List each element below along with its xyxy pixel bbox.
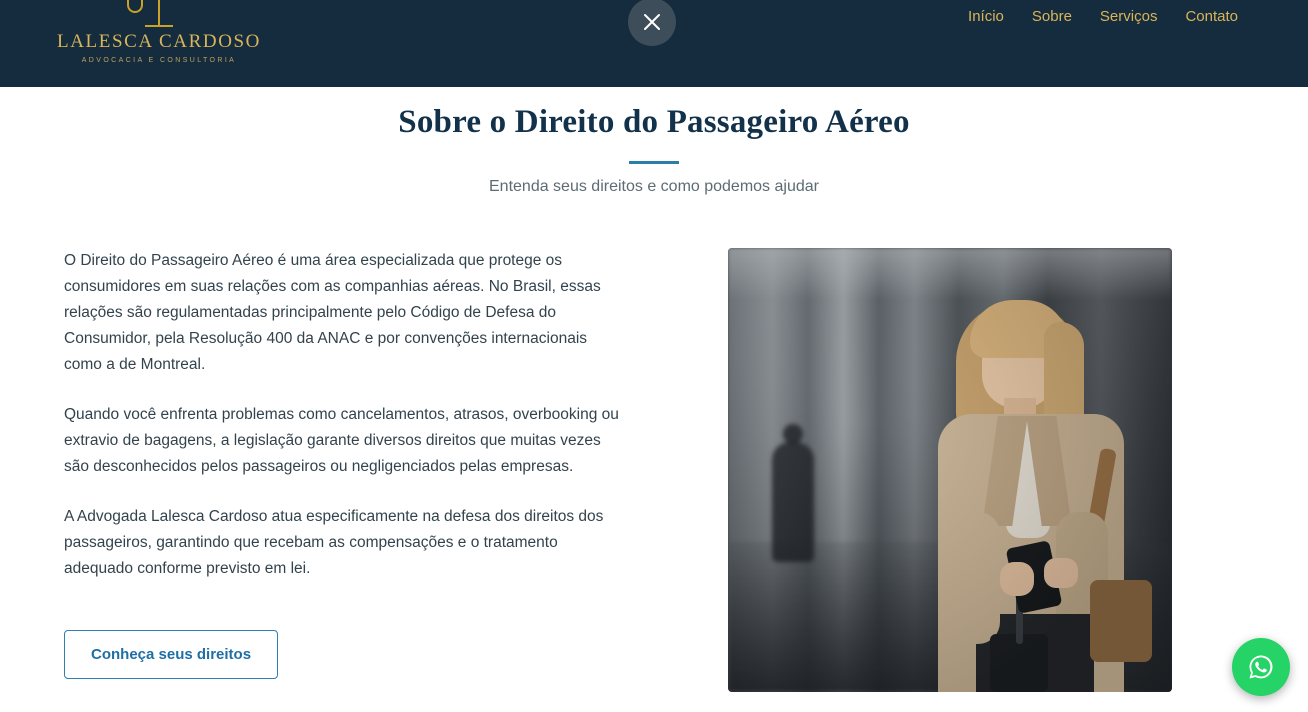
close-button[interactable] [628, 0, 676, 46]
paragraph-3: A Advogada Lalesca Cardoso atua especificamente na defesa dos direitos dos passageiros, garantindo que recebam as compensações e o tratamento adequado conforme previsto em lei. [64, 508, 604, 577]
text-column [64, 248, 620, 692]
page-subtitle: Entenda seus direitos e como podemos ajudar [489, 178, 819, 195]
paragraph-1: O Direito do Passageiro Aéreo é uma área especializada que protege os consumidores em suas relações com as companhias aéreas. No Brasil, essas relações são regulamentadas principalmente pelo Código de Defesa do Consumidor, pela Resolução 400 da ANAC e por convenções internacionais como a de Montreal. [64, 252, 601, 373]
whatsapp-float-button[interactable] [1232, 638, 1290, 696]
logo-tagline: ADVOCACIA E CONSULTORIA [81, 57, 237, 64]
logo-name: LALESCA CARDOSO [57, 31, 261, 52]
know-your-rights-button[interactable]: Conheça seus direitos [64, 630, 278, 679]
title-underline [629, 161, 679, 164]
image-overlay [728, 248, 1172, 692]
content-columns [0, 196, 1308, 692]
site-logo[interactable] [57, 0, 261, 70]
nav-item-servicos[interactable]: Serviços [1099, 8, 1158, 25]
site-header [0, 0, 1308, 87]
nav-item-contato[interactable]: Contato [1185, 8, 1238, 25]
whatsapp-icon [1245, 651, 1277, 683]
airport-passenger-image [728, 248, 1172, 692]
page-title: Sobre o Direito do Passageiro Aéreo [398, 104, 910, 140]
close-icon [642, 12, 662, 32]
nav-item-inicio[interactable]: Início [968, 8, 1004, 25]
page-content [0, 87, 1308, 692]
main-nav [968, 8, 1238, 25]
paragraph-2: Quando você enfrenta problemas como cancelamentos, atrasos, overbooking ou extravio de bagagens, a legislação garante diversos direitos que muitas vezes são desconhecidos pelos passageiros ou negligenciados pelas empresas. [64, 406, 619, 475]
nav-item-sobre[interactable]: Sobre [1031, 8, 1072, 25]
scales-of-justice-icon [127, 0, 191, 29]
